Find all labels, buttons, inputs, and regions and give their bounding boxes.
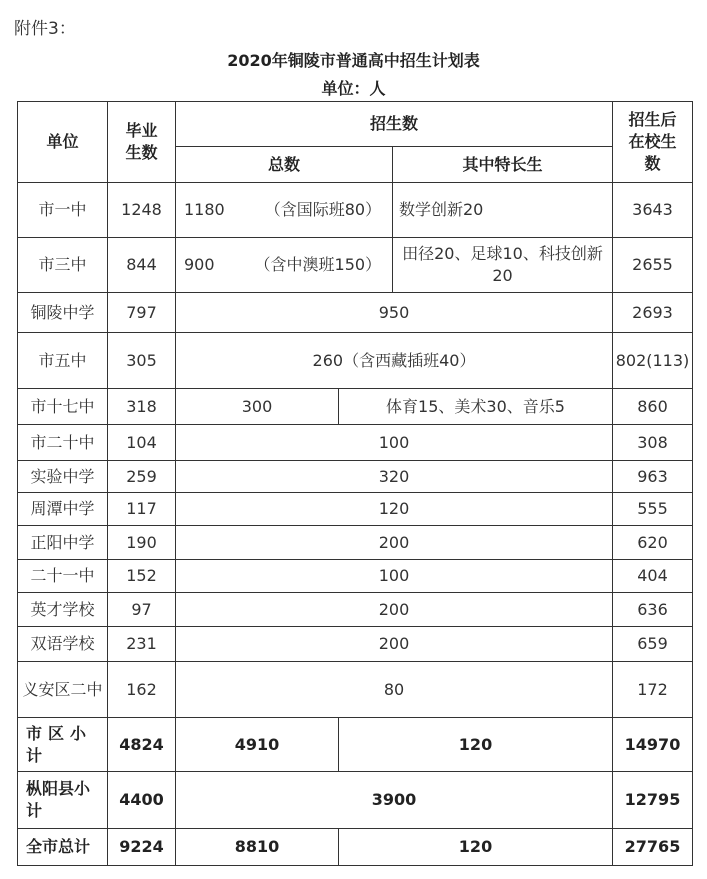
row-enroll-total: 950: [378, 302, 410, 322]
row-grads: 152: [126, 566, 157, 585]
header-total: 总数: [267, 154, 300, 174]
row-name: 全市总计: [26, 837, 91, 856]
row-enroll-total: 80: [383, 679, 405, 699]
row-after: 659: [637, 634, 668, 653]
row-after: 3643: [632, 200, 673, 219]
unit-label: 单位：人: [321, 79, 386, 98]
row-grads: 9224: [119, 837, 164, 856]
row-after: 172: [637, 679, 668, 699]
row-after: 860: [637, 396, 668, 416]
row-total: 300: [241, 396, 273, 416]
header-after: 招生后在校生数: [628, 110, 677, 173]
row-total: 4910: [234, 734, 280, 754]
header-enroll: 招生数: [369, 114, 418, 133]
row-after: 404: [637, 566, 668, 585]
row-after: 14970: [624, 734, 681, 754]
row-special: 田径20、足球10、科技创新20: [402, 244, 603, 285]
row-name: 枞阳县小计: [26, 779, 91, 820]
row-after: 802(113): [615, 350, 690, 370]
row-total: 1180 （含国际班80）: [184, 200, 382, 219]
row-enroll-total: 320: [378, 466, 410, 486]
row-name: 双语学校: [30, 634, 95, 653]
row-enroll-total: 260（含西藏插班40）: [312, 350, 476, 370]
row-enroll-total: 100: [378, 432, 410, 452]
row-special: 120: [458, 734, 493, 754]
row-grads: 117: [126, 499, 157, 518]
row-grads: 231: [126, 634, 157, 653]
row-grads: 844: [126, 255, 157, 274]
row-grads: 4400: [119, 790, 164, 809]
row-name: 正阳中学: [30, 532, 95, 552]
page-title: 2020年铜陵市普通高中招生计划表: [227, 51, 480, 70]
attachment-label: 附件3：: [14, 19, 76, 39]
header-special: 其中特长生: [462, 154, 543, 174]
row-enroll-total: 200: [378, 532, 410, 552]
row-after: 555: [637, 499, 668, 518]
row-enroll-total: 120: [378, 499, 410, 518]
row-enroll-total: 200: [378, 599, 410, 619]
row-after: 308: [637, 432, 668, 452]
row-total: 900 （含中澳班150）: [184, 255, 382, 274]
row-after: 620: [637, 532, 668, 552]
row-name: 周潭中学: [30, 499, 95, 518]
row-after: 2693: [632, 302, 673, 322]
row-total: 8810: [234, 837, 280, 856]
header-unit: 单位: [46, 132, 79, 151]
row-grads: 190: [126, 532, 157, 552]
row-special: 120: [458, 837, 493, 856]
row-grads: 97: [131, 599, 152, 619]
row-grads: 1248: [121, 200, 162, 219]
row-after: 12795: [624, 790, 681, 809]
row-grads: 318: [126, 396, 157, 416]
row-name: 二十一中: [30, 566, 95, 585]
row-name: 市十七中: [30, 396, 95, 416]
row-after: 963: [637, 466, 668, 486]
row-name: 铜陵中学: [30, 302, 95, 322]
row-special: 数学创新20: [399, 200, 484, 219]
row-name: 市二十中: [30, 432, 95, 452]
row-name: 市三中: [38, 255, 87, 274]
row-after: 636: [637, 599, 668, 619]
row-special: 体育15、美术30、音乐5: [386, 396, 565, 416]
row-after: 2655: [632, 255, 673, 274]
header-grads: 毕业生数: [125, 121, 158, 162]
row-grads: 104: [126, 432, 157, 452]
row-grads: 4824: [119, 734, 164, 754]
row-grads: 305: [126, 350, 157, 370]
row-grads: 162: [126, 679, 157, 699]
row-name: 市区小计: [26, 723, 93, 765]
row-after: 27765: [624, 837, 681, 856]
row-enroll-total: 100: [378, 566, 410, 585]
row-name: 实验中学: [30, 466, 95, 486]
row-grads: 259: [126, 466, 157, 486]
row-grads: 797: [126, 302, 157, 322]
row-enroll-total: 200: [378, 634, 410, 653]
row-name: 市五中: [38, 350, 87, 370]
row-enroll-total: 3900: [371, 790, 417, 809]
row-name: 市一中: [38, 200, 87, 219]
row-name: 英才学校: [30, 599, 95, 619]
row-name: 义安区二中: [22, 679, 103, 699]
